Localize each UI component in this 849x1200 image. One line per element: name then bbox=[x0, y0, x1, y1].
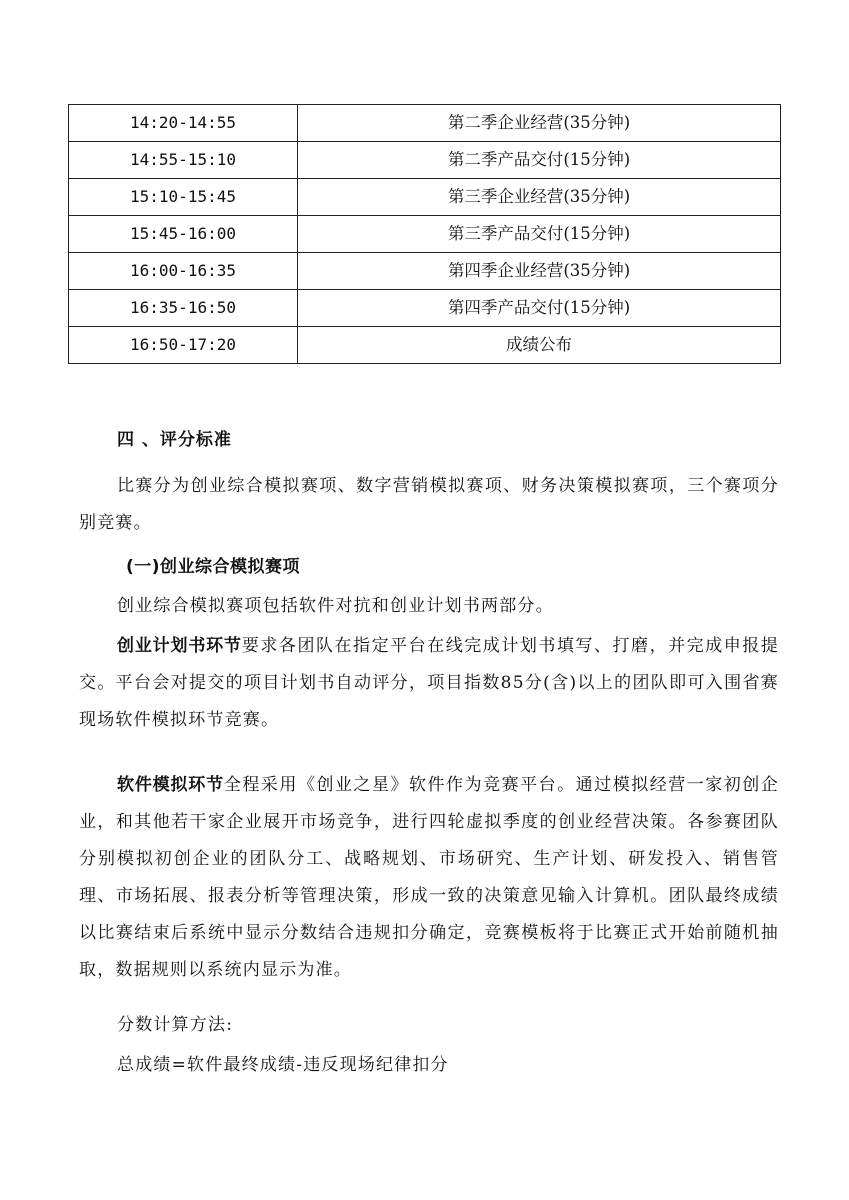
section-intro-paragraph: 比赛分为创业综合模拟赛项、数字营销模拟赛项、财务决策模拟赛项，三个赛项分别竞赛。 bbox=[79, 476, 779, 533]
section-heading: 四 、评分标准 bbox=[117, 430, 232, 450]
table-row bbox=[69, 253, 781, 290]
activity-cell: 第三季企业经营(35分钟) bbox=[298, 179, 781, 216]
table-row bbox=[69, 216, 781, 253]
schedule-table bbox=[68, 104, 781, 364]
software-text: 全程采用《创业之星》软件作为竞赛平台。通过模拟经营一家初创企业，和其他若干家企业展开市场竞争，进行四轮虚拟季度的创业经营决策。各参赛团队分别模拟初创企业的团队分工、战略规划、市场研究、生产计划、研发投入、销售管理、市场拓展、报表分析等管理决策，形成一致的决策意见输入计算机。团队最终成绩以比赛结束后系统中显示分数结合违规扣分确定，竞赛模板将于比赛正式开始前随机抽取，数据规则以系统内显示为准。 bbox=[79, 775, 780, 980]
activity-cell: 第三季产品交付(15分钟) bbox=[298, 216, 781, 253]
score-formula: 总成绩=软件最终成绩-违反现场纪律扣分 bbox=[117, 1055, 449, 1075]
time-cell: 16:35-16:50 bbox=[69, 290, 298, 327]
table-row bbox=[69, 105, 781, 142]
time-cell: 15:45-16:00 bbox=[69, 216, 298, 253]
activity-cell: 第四季企业经营(35分钟) bbox=[298, 253, 781, 290]
schedule-table-body bbox=[69, 105, 781, 364]
time-cell: 16:00-16:35 bbox=[69, 253, 298, 290]
table-row bbox=[69, 327, 781, 364]
table-row bbox=[69, 290, 781, 327]
software-label: 软件模拟环节 bbox=[117, 775, 224, 795]
plan-text: 要求各团队在指定平台在线完成计划书填写、打磨，并完成申报提交。平台会对提交的项目计划书自动评分，项目指数85分(含)以上的团队即可入围省赛现场软件模拟环节竞赛。 bbox=[79, 636, 779, 730]
time-cell: 15:10-15:45 bbox=[69, 179, 298, 216]
activity-cell: 第二季企业经营(35分钟) bbox=[298, 105, 781, 142]
sub-heading: (一)创业综合模拟赛项 bbox=[126, 557, 301, 577]
activity-cell: 成绩公布 bbox=[298, 327, 781, 364]
method-label: 分数计算方法: bbox=[117, 1015, 234, 1035]
activity-cell: 第四季产品交付(15分钟) bbox=[298, 290, 781, 327]
activity-cell: 第二季产品交付(15分钟) bbox=[298, 142, 781, 179]
plan-label: 创业计划书环节 bbox=[117, 636, 242, 656]
table-row bbox=[69, 142, 781, 179]
software-paragraph bbox=[79, 767, 779, 989]
time-cell: 16:50-17:20 bbox=[69, 327, 298, 364]
time-cell: 14:20-14:55 bbox=[69, 105, 298, 142]
sub-intro-line: 创业综合模拟赛项包括软件对抗和创业计划书两部分。 bbox=[117, 596, 554, 616]
time-cell: 14:55-15:10 bbox=[69, 142, 298, 179]
plan-paragraph bbox=[79, 628, 779, 739]
table-row bbox=[69, 179, 781, 216]
